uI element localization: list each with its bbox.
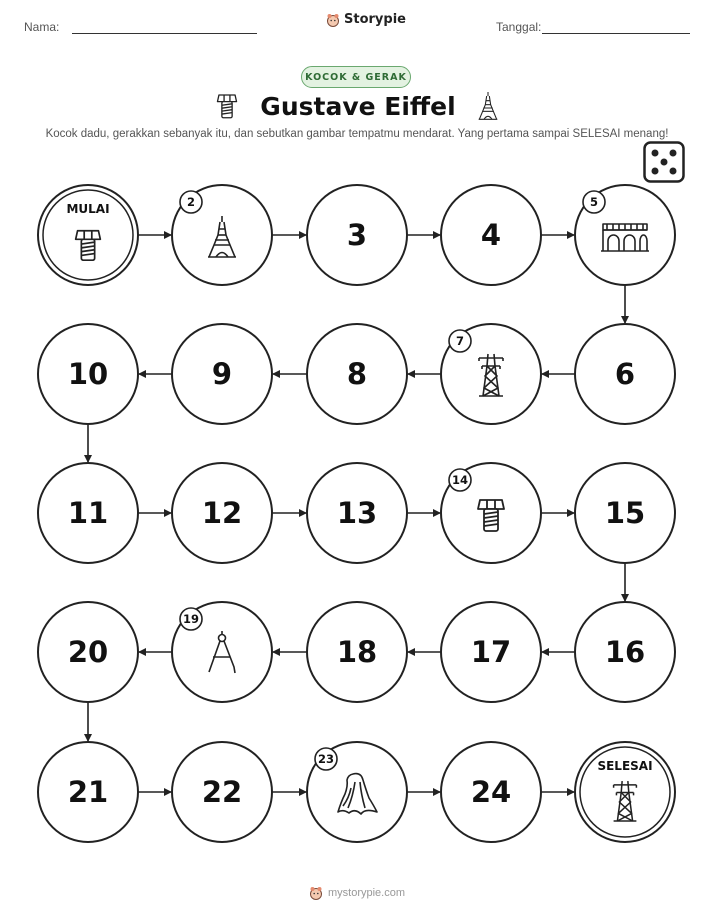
board-space-7 bbox=[441, 324, 541, 424]
board-space-15 bbox=[575, 463, 675, 563]
space-number: 10 bbox=[67, 357, 109, 391]
board-space-6 bbox=[575, 324, 675, 424]
space-number: 6 bbox=[614, 357, 636, 391]
storypie-mascot-icon bbox=[309, 886, 323, 900]
space-number: 9 bbox=[211, 357, 233, 391]
board-space-8 bbox=[307, 324, 407, 424]
board-space-21 bbox=[38, 742, 138, 842]
board-space-2 bbox=[172, 185, 272, 285]
board-space-18 bbox=[307, 602, 407, 702]
finish-label: SELESAI bbox=[597, 759, 653, 773]
space-number: 20 bbox=[67, 635, 109, 669]
space-number: 18 bbox=[336, 635, 378, 669]
brand-name: Storypie bbox=[344, 12, 406, 27]
space-number: 8 bbox=[346, 357, 368, 391]
space-number: 2 bbox=[186, 195, 196, 209]
space-number: 16 bbox=[604, 635, 646, 669]
board-space-24 bbox=[441, 742, 541, 842]
space-number: 7 bbox=[455, 334, 465, 348]
name-label: Nama: bbox=[24, 20, 60, 34]
space-number: 24 bbox=[470, 775, 512, 809]
board-space-9 bbox=[172, 324, 272, 424]
board-space-12 bbox=[172, 463, 272, 563]
activity-badge: KOCOK & GERAK bbox=[301, 66, 411, 88]
space-number: 23 bbox=[317, 752, 335, 766]
start-label: MULAI bbox=[66, 202, 110, 216]
space-number: 22 bbox=[201, 775, 243, 809]
board-space-13 bbox=[307, 463, 407, 563]
board-space-3 bbox=[307, 185, 407, 285]
board-space-4 bbox=[441, 185, 541, 285]
space-number: 17 bbox=[470, 635, 512, 669]
space-number: 15 bbox=[604, 496, 646, 530]
space-number: 4 bbox=[480, 218, 502, 252]
date-label: Tanggal: bbox=[496, 20, 542, 34]
space-number: 12 bbox=[201, 496, 243, 530]
board-space-5 bbox=[575, 185, 675, 285]
board-space-22 bbox=[172, 742, 272, 842]
board-space-23 bbox=[307, 742, 407, 842]
board-space-16 bbox=[575, 602, 675, 702]
footer-url: mystorypie.com bbox=[327, 887, 406, 899]
start-space bbox=[38, 185, 138, 285]
space-number: 14 bbox=[451, 473, 469, 487]
footer bbox=[0, 886, 714, 900]
board-space-20 bbox=[38, 602, 138, 702]
finish-space bbox=[575, 742, 675, 842]
board-spaces bbox=[38, 185, 675, 842]
board-space-10 bbox=[38, 324, 138, 424]
board-space-14 bbox=[441, 463, 541, 563]
space-number: 21 bbox=[67, 775, 109, 809]
board-space-11 bbox=[38, 463, 138, 563]
space-number: 11 bbox=[67, 496, 109, 530]
board-space-17 bbox=[441, 602, 541, 702]
space-number: 5 bbox=[589, 195, 599, 209]
page-title: Gustave Eiffel bbox=[260, 91, 456, 121]
space-number: 13 bbox=[336, 496, 378, 530]
space-number: 3 bbox=[346, 218, 368, 252]
board-space-19 bbox=[172, 602, 272, 702]
instructions-text: Kocok dadu, gerakkan sebanyak itu, dan sebutkan gambar tempatmu mendarat. Yang pertama sampai SELESAI menang! bbox=[45, 128, 669, 140]
space-number: 19 bbox=[182, 612, 200, 626]
